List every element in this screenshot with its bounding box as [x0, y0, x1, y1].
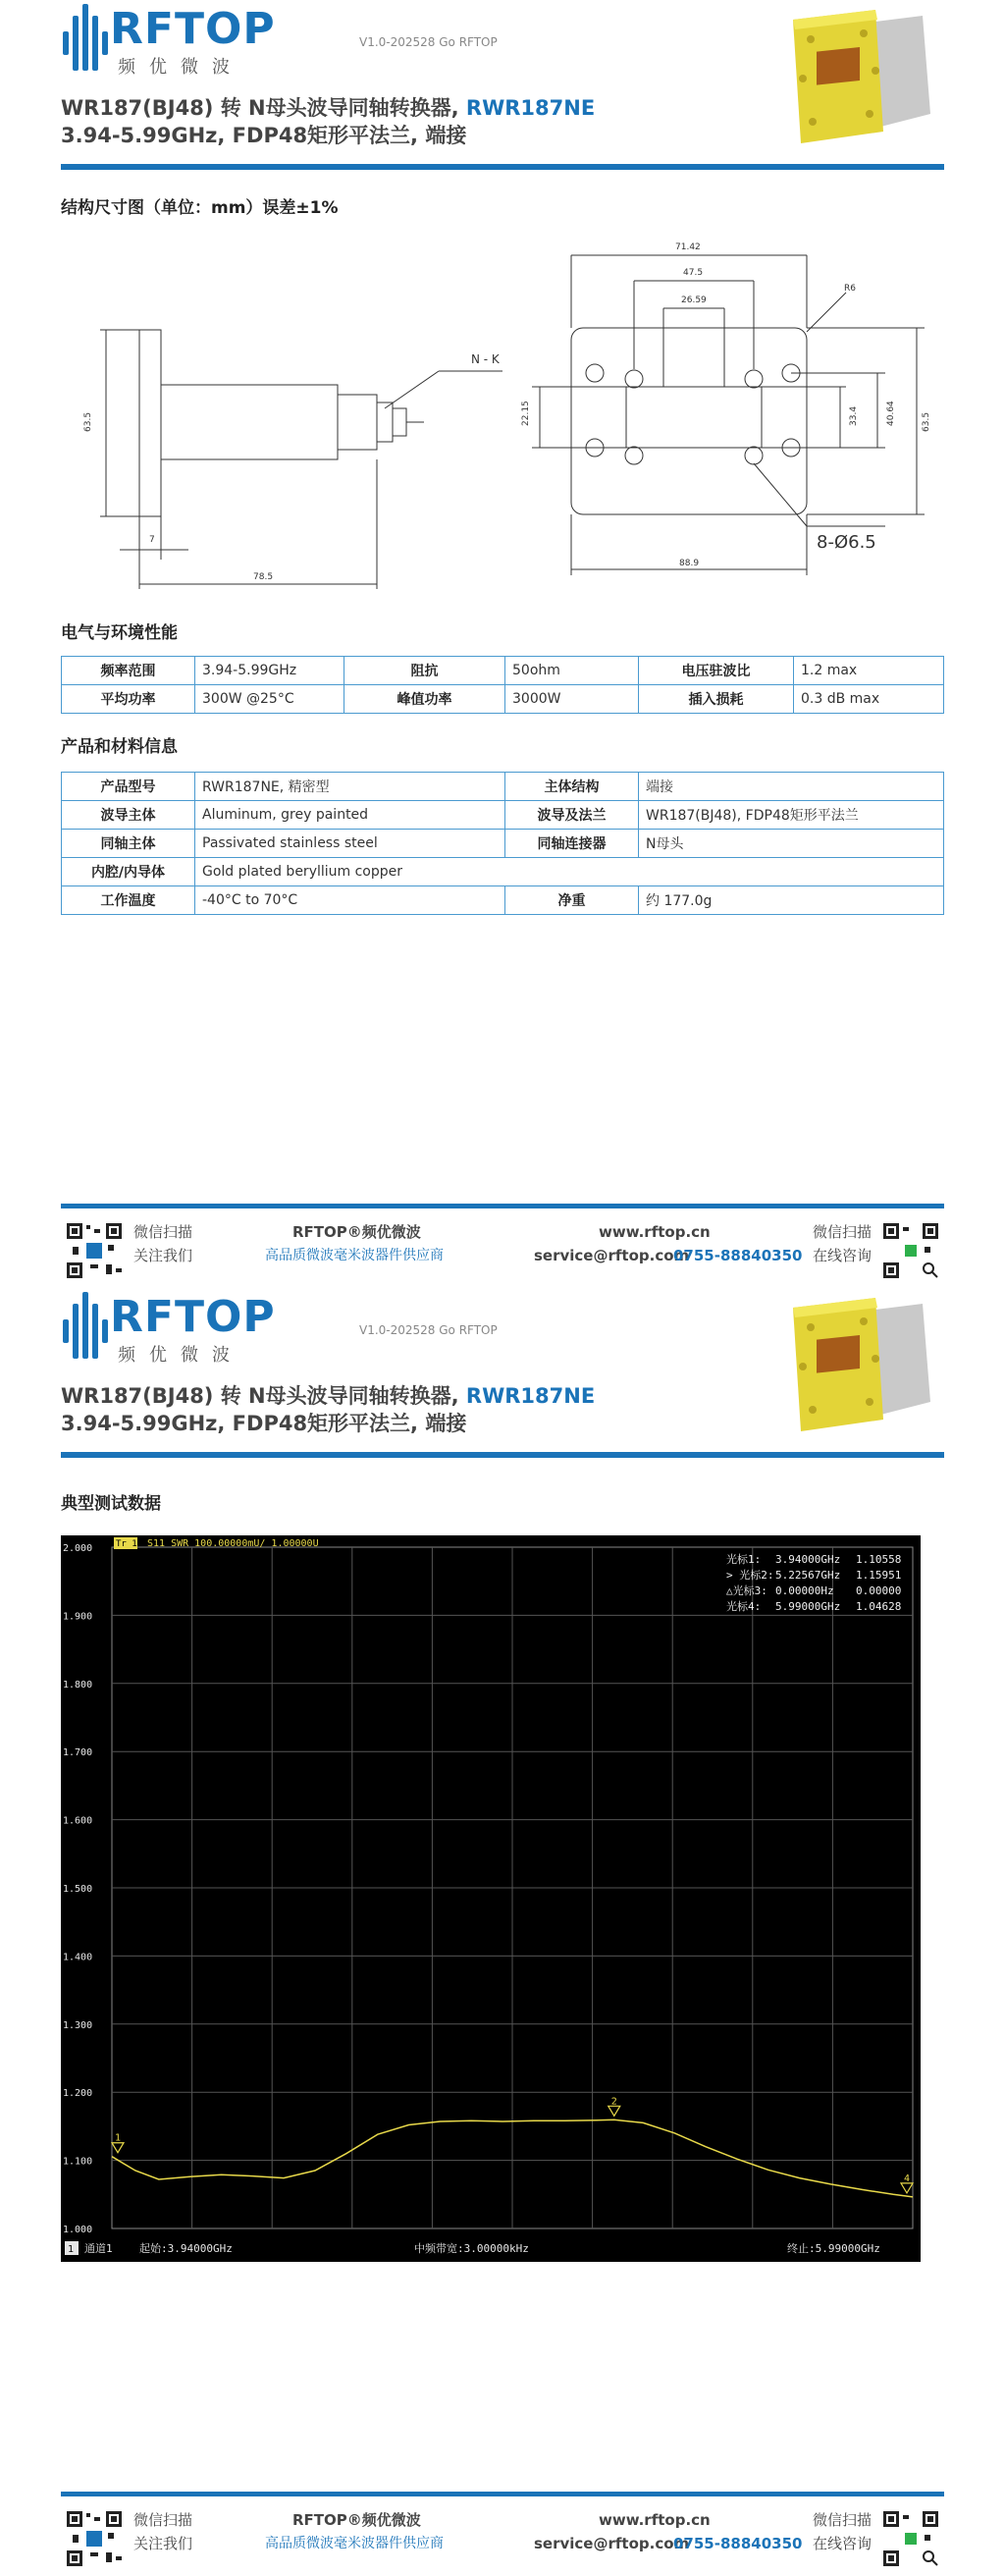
footer-tagline: 高品质微波毫米波器件供应商: [265, 1248, 444, 1263]
marker-readout-label: 光标1:: [726, 1553, 762, 1566]
logo-subtext: 频优微波: [118, 57, 243, 78]
marker-readout-value: 1.10558: [856, 1553, 902, 1566]
online-qr-code-icon: [881, 1221, 940, 1280]
y-tick-label: 1.700: [63, 1747, 93, 1759]
footer-website[interactable]: www.rftop.cn: [599, 1223, 711, 1241]
material-table: [61, 772, 944, 915]
y-tick-label: 1.900: [63, 1611, 93, 1623]
table-value: -40°C to 70°C: [195, 886, 505, 915]
header-divider: [61, 164, 944, 170]
holes-label: 8-Ø6.5: [817, 532, 876, 553]
table-value: N母头: [639, 830, 944, 858]
online-qr-code-icon: [881, 2509, 940, 2568]
table-key: 峰值功率: [344, 685, 505, 714]
rftop-logo: [61, 2, 276, 78]
footer-if-bw: 中频带宽:3.00000kHz: [414, 2242, 529, 2255]
y-tick-label: 1.600: [63, 1815, 93, 1827]
table-key: 同轴主体: [62, 830, 195, 858]
dim-radius: R6: [844, 284, 856, 294]
footer-wechat-scan-2: 微信扫描: [813, 2511, 873, 2529]
model-number: RWR187NE: [465, 1384, 596, 1408]
material-section-title: 产品和材料信息: [61, 737, 178, 757]
footer-start: 起始:3.94000GHz: [139, 2242, 233, 2255]
marker-readout-value: 0.00000: [856, 1584, 902, 1597]
footer-email[interactable]: service@rftop.com: [534, 1247, 690, 1264]
logo-text: RFTOP: [110, 1292, 276, 1342]
footer-email[interactable]: service@rftop.com: [534, 2535, 690, 2552]
table-row: [62, 858, 944, 886]
marker-readout-value: 1.04628: [856, 1600, 902, 1613]
marker-readout-label: 光标4:: [726, 1600, 762, 1613]
footer-wechat-scan-2: 微信扫描: [813, 1223, 873, 1241]
table-value: Gold plated beryllium copper: [195, 858, 944, 886]
table-value: 300W @25°C: [195, 685, 344, 714]
y-tick-label: 1.200: [63, 2088, 93, 2100]
table-value: 3.94-5.99GHz: [195, 657, 344, 685]
product-image: [785, 6, 932, 153]
header-divider: [61, 1452, 944, 1458]
table-value: WR187(BJ48), FDP48矩形平法兰: [639, 801, 944, 830]
footer-online: 在线咨询: [813, 1247, 873, 1264]
dim-22-15: 22.15: [521, 401, 531, 426]
swr-chart: [61, 1535, 921, 2262]
marker-number: 2: [610, 2096, 617, 2108]
dim-88-9: 88.9: [679, 559, 700, 568]
table-key: 主体结构: [505, 773, 639, 801]
table-value: 50ohm: [505, 657, 639, 685]
footer-wechat-scan: 微信扫描: [133, 2511, 193, 2529]
dim-40-64: 40.64: [886, 401, 896, 426]
footer-follow-us: 关注我们: [133, 1247, 193, 1264]
table-key: 产品型号: [62, 773, 195, 801]
table-key: 波导主体: [62, 801, 195, 830]
page-subtitle: 3.94-5.99GHz, FDP48矩形平法兰, 端接: [61, 1412, 467, 1435]
footer-online: 在线咨询: [813, 2535, 873, 2552]
footer-divider: [61, 1204, 944, 1208]
table-row: [62, 773, 944, 801]
marker-readout-value: 1.15951: [856, 1569, 902, 1582]
header: [61, 0, 944, 172]
logo-bars-icon: [61, 1290, 110, 1361]
mechanical-drawing: [61, 226, 944, 599]
logo-bars-icon: [61, 2, 110, 73]
dim-71-42: 71.42: [675, 242, 701, 252]
wechat-qr-code-icon: [65, 2509, 124, 2568]
header: [61, 1288, 944, 1460]
footer-brand: RFTOP®频优微波: [292, 2511, 421, 2529]
marker-readout-freq: 5.22567GHz: [775, 1569, 841, 1582]
thickness-label: 7: [149, 535, 155, 545]
dim-47-5: 47.5: [683, 268, 704, 278]
table-value: 端接: [639, 773, 944, 801]
dim-26-59: 26.59: [681, 295, 707, 305]
table-key: 净重: [505, 886, 639, 915]
marker-number: 1: [115, 2132, 122, 2144]
wechat-qr-code-icon: [65, 1221, 124, 1280]
trace-header: S11 SWR 100.00000mU/ 1.00000U: [147, 1538, 319, 1549]
table-key: 插入损耗: [639, 685, 794, 714]
swr-chart-svg: [61, 1535, 921, 2262]
footer-phone: 0755-88840350: [673, 2535, 803, 2552]
table-row: [62, 886, 944, 915]
footer-channel: 通道1: [84, 2242, 113, 2255]
rftop-logo: [61, 1290, 276, 1366]
table-value: 1.2 max: [794, 657, 944, 685]
connector-label: N - K: [471, 352, 500, 366]
side-height-label: 63.5: [83, 411, 93, 432]
footer-website[interactable]: www.rftop.cn: [599, 2511, 711, 2529]
page-2: [0, 1288, 1005, 2576]
footer-wechat-scan: 微信扫描: [133, 1223, 193, 1241]
footer-stop: 终止:5.99000GHz: [787, 2242, 880, 2255]
elec-table: [61, 656, 944, 714]
dim-33-4: 33.4: [849, 405, 859, 426]
table-key: 阻抗: [344, 657, 505, 685]
page-title: WR187(BJ48) 转 N母头波导同轴转换器, RWR187NE: [61, 1384, 596, 1408]
side-view: [83, 330, 502, 589]
marker-readout-freq: 0.00000Hz: [775, 1584, 834, 1597]
marker-readout-label: > 光标2:: [726, 1569, 774, 1582]
table-key: 频率范围: [62, 657, 195, 685]
channel-number: 1: [68, 2244, 75, 2255]
footer-phone: 0755-88840350: [673, 1247, 803, 1264]
footer-brand: RFTOP®频优微波: [292, 1223, 421, 1241]
page-subtitle: 3.94-5.99GHz, FDP48矩形平法兰, 端接: [61, 124, 467, 147]
table-row: [62, 657, 944, 685]
footer-tagline: 高品质微波毫米波器件供应商: [265, 2536, 444, 2551]
table-key: 工作温度: [62, 886, 195, 915]
y-tick-label: 1.300: [63, 2019, 93, 2031]
trace-tag: Tr 1: [116, 1539, 137, 1549]
logo-text: RFTOP: [110, 4, 276, 54]
footer: [61, 2492, 944, 2576]
length-label: 78.5: [253, 572, 274, 582]
logo-subtext: 频优微波: [118, 1345, 243, 1366]
test-section-title: 典型测试数据: [61, 1494, 161, 1514]
table-key: 内腔/内导体: [62, 858, 195, 886]
table-row: [62, 685, 944, 714]
table-key: 同轴连接器: [505, 830, 639, 858]
dim-63-5: 63.5: [922, 411, 931, 432]
y-tick-label: 1.500: [63, 1884, 93, 1895]
y-tick-label: 1.000: [63, 2225, 93, 2235]
marker-readout-label: △光标3:: [726, 1584, 767, 1597]
version-label: V1.0-202528 Go RFTOP: [359, 35, 498, 49]
table-value: 3000W: [505, 685, 639, 714]
marker-readout-freq: 5.99000GHz: [775, 1600, 841, 1613]
version-label: V1.0-202528 Go RFTOP: [359, 1323, 498, 1337]
flange-view: [521, 242, 931, 575]
table-value: 约 177.0g: [639, 886, 944, 915]
footer: [61, 1204, 944, 1288]
y-tick-label: 1.100: [63, 2156, 93, 2168]
drawing-section-title: 结构尺寸图（单位：mm）误差±1%: [61, 198, 339, 218]
table-key: 平均功率: [62, 685, 195, 714]
table-key: 波导及法兰: [505, 801, 639, 830]
footer-divider: [61, 2492, 944, 2496]
marker-readout-freq: 3.94000GHz: [775, 1553, 841, 1566]
table-key: 电压驻波比: [639, 657, 794, 685]
y-tick-label: 1.400: [63, 1952, 93, 1963]
table-row: [62, 830, 944, 858]
y-tick-label: 2.000: [63, 1543, 93, 1554]
marker-number: 4: [904, 2173, 911, 2184]
table-value: Aluminum, grey painted: [195, 801, 505, 830]
model-number: RWR187NE: [465, 96, 596, 120]
page-title: WR187(BJ48) 转 N母头波导同轴转换器, RWR187NE: [61, 96, 596, 120]
footer-follow-us: 关注我们: [133, 2535, 193, 2552]
elec-section-title: 电气与环境性能: [61, 623, 178, 643]
y-tick-label: 1.800: [63, 1679, 93, 1690]
table-value: 0.3 dB max: [794, 685, 944, 714]
table-value: RWR187NE, 精密型: [195, 773, 505, 801]
table-value: Passivated stainless steel: [195, 830, 505, 858]
product-image: [785, 1294, 932, 1441]
table-row: [62, 801, 944, 830]
